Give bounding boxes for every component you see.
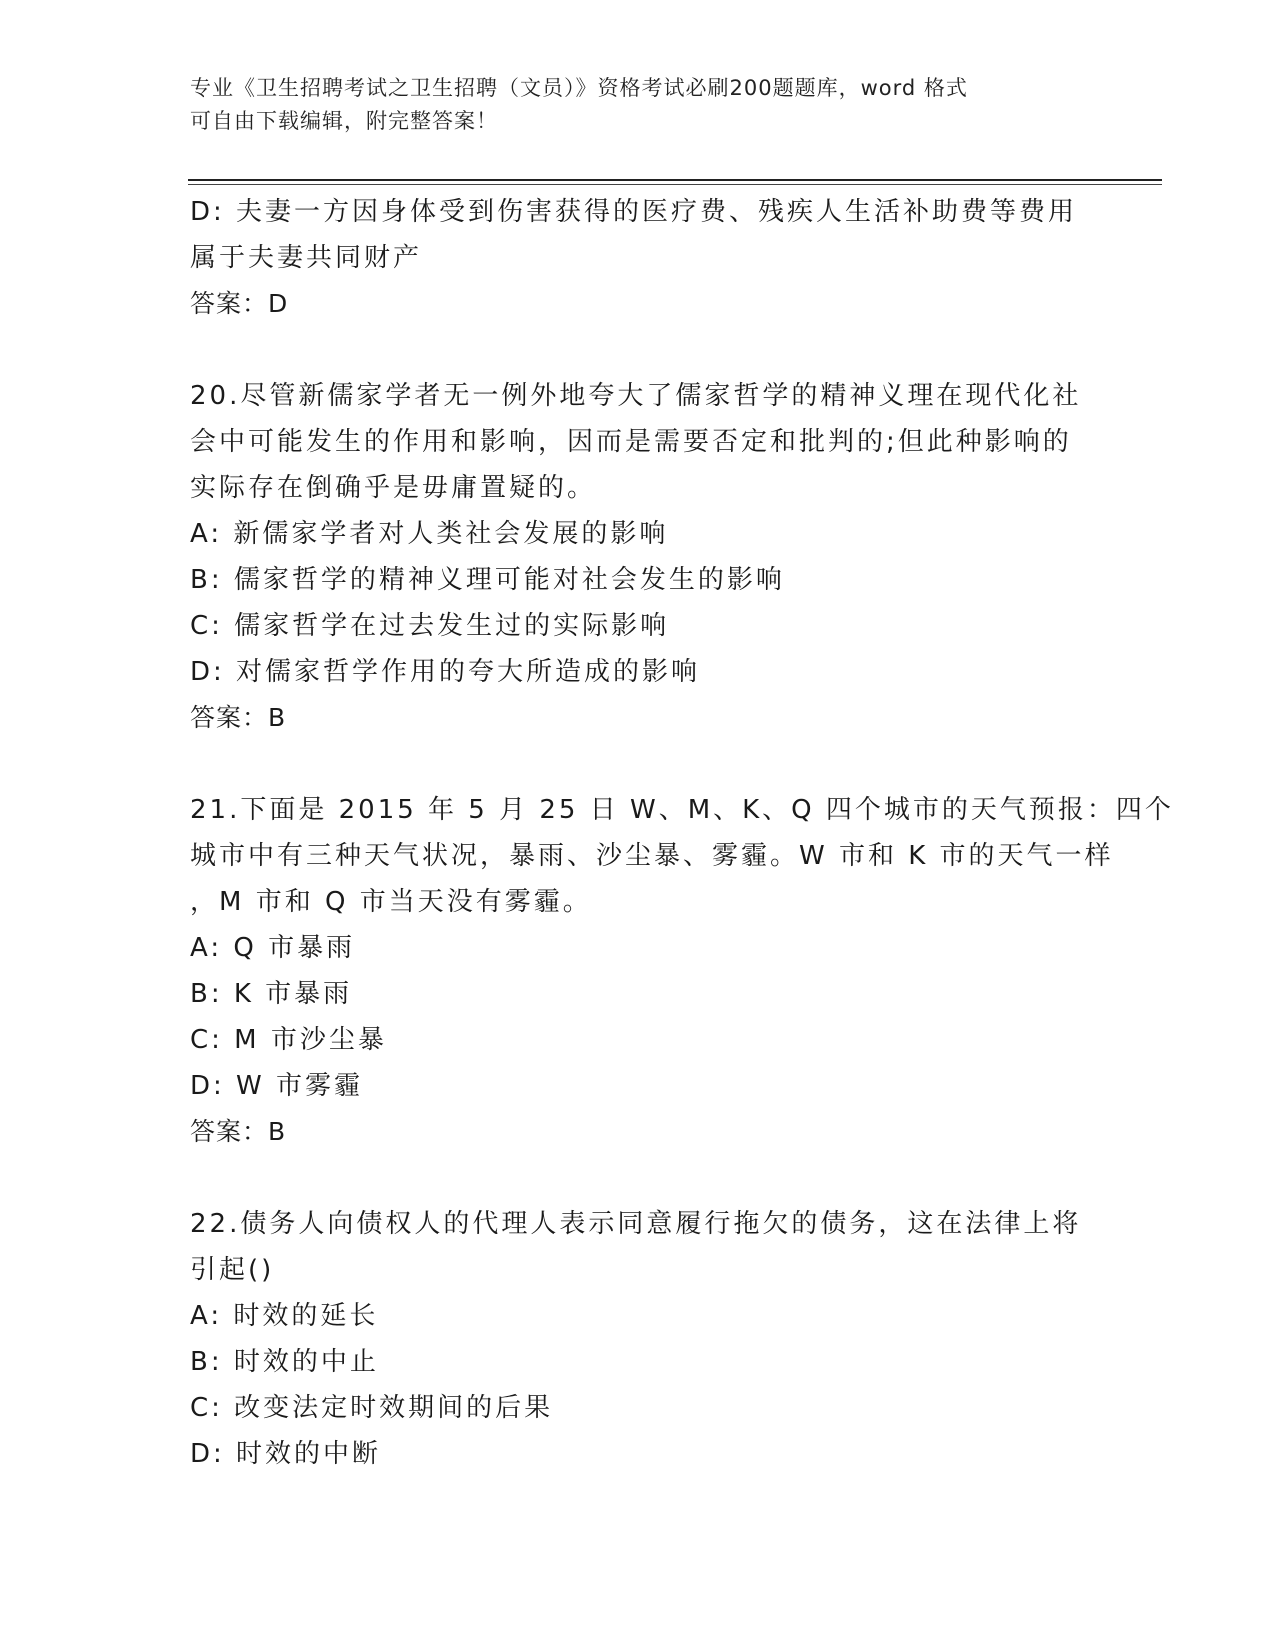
header-divider-thick bbox=[188, 179, 1162, 181]
option-d-line-1: D: 夫妻一方因身体受到伤害获得的医疗费、残疾人生活补助费等费用 bbox=[190, 197, 1078, 227]
continued-question bbox=[190, 189, 1090, 327]
document-body bbox=[190, 189, 1174, 1477]
answer-line: 答案：B bbox=[190, 703, 287, 732]
answer-line: 答案：D bbox=[190, 289, 289, 318]
question-21 bbox=[190, 787, 1174, 1155]
option-b: B: 儒家哲学的精神义理可能对社会发生的影响 bbox=[190, 565, 785, 595]
header-title-line-1: 专业《卫生招聘考试之卫生招聘（文员）》资格考试必刷200题题库，word 格式 bbox=[190, 76, 968, 100]
document-header bbox=[190, 72, 1090, 138]
question-22 bbox=[190, 1201, 1090, 1477]
question-stem-line: 20.尽管新儒家学者无一例外地夸大了儒家哲学的精神义理在现代化社 bbox=[190, 381, 1082, 411]
question-stem-line: 引起() bbox=[190, 1255, 275, 1285]
option-d: D: 对儒家哲学作用的夸大所造成的影响 bbox=[190, 657, 701, 687]
question-stem-line: 22.债务人向债权人的代理人表示同意履行拖欠的债务，这在法律上将 bbox=[190, 1209, 1082, 1239]
option-d: D: 时效的中断 bbox=[190, 1439, 382, 1469]
question-stem-line: 21.下面是 2015 年 5 月 25 日 W、M、K、Q 四个城市的天气预报：四个 bbox=[190, 795, 1174, 825]
header-divider-thin bbox=[188, 184, 1162, 185]
option-c: C: 儒家哲学在过去发生过的实际影响 bbox=[190, 611, 670, 641]
question-stem-line: 城市中有三种天气状况，暴雨、沙尘暴、雾霾。W 市和 K 市的天气一样 bbox=[190, 841, 1114, 871]
question-20 bbox=[190, 373, 1090, 741]
option-c: C: M 市沙尘暴 bbox=[190, 1025, 387, 1055]
option-d-line-2: 属于夫妻共同财产 bbox=[190, 243, 423, 273]
question-stem-line: 会中可能发生的作用和影响，因而是需要否定和批判的;但此种影响的 bbox=[190, 427, 1072, 457]
option-b: B: K 市暴雨 bbox=[190, 979, 353, 1009]
option-c: C: 改变法定时效期间的后果 bbox=[190, 1393, 554, 1423]
option-d: D: W 市雾霾 bbox=[190, 1071, 364, 1101]
option-a: A: Q 市暴雨 bbox=[190, 933, 356, 963]
option-b: B: 时效的中止 bbox=[190, 1347, 379, 1377]
option-a: A: 时效的延长 bbox=[190, 1301, 379, 1331]
question-stem-line: 实际存在倒确乎是毋庸置疑的。 bbox=[190, 473, 597, 503]
header-title-line-2: 可自由下载编辑，附完整答案！ bbox=[190, 109, 498, 133]
option-a: A: 新儒家学者对人类社会发展的影响 bbox=[190, 519, 669, 549]
answer-line: 答案：B bbox=[190, 1117, 287, 1146]
question-stem-line: ，M 市和 Q 市当天没有雾霾。 bbox=[190, 887, 592, 917]
